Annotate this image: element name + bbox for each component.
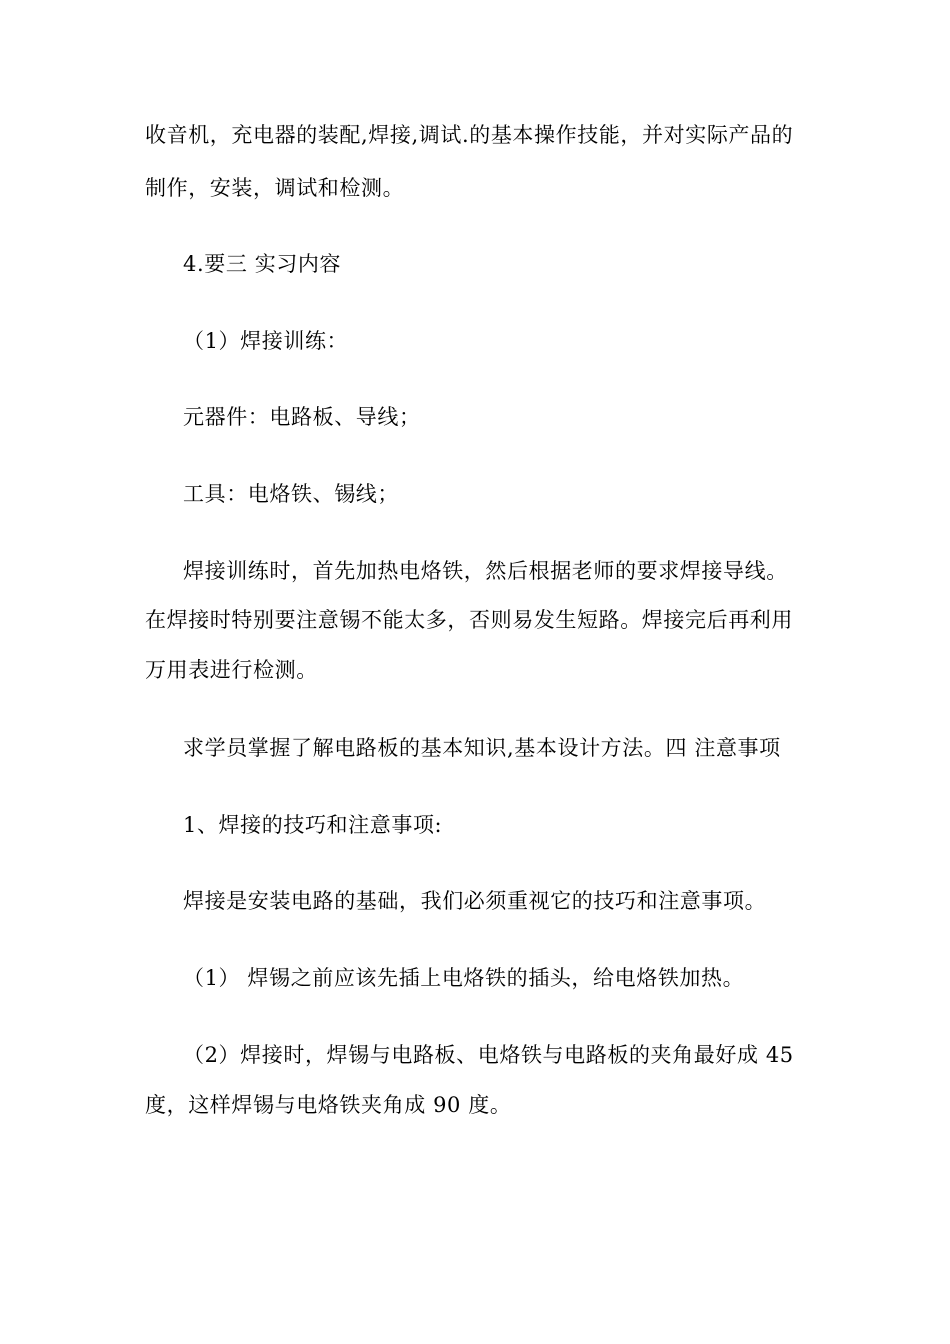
subsection-heading: （1）焊接训练： <box>183 329 349 353</box>
paragraph-line: 工具：电烙铁、锡线； <box>183 482 399 506</box>
paragraph-line: 万用表进行检测。 <box>145 658 318 682</box>
paragraph-line: 度，这样焊锡与电烙铁夹角成 90 度。 <box>145 1093 512 1117</box>
list-item: （1） 焊锡之前应该先插上电烙铁的插头，给电烙铁加热。 <box>183 966 745 990</box>
paragraph-line: 制作，安装，调试和检测。 <box>145 176 405 200</box>
subsection-heading: 1、焊接的技巧和注意事项: <box>183 813 443 837</box>
list-item: （2）焊接时，焊锡与电路板、电烙铁与电路板的夹角最好成 45 <box>183 1043 794 1067</box>
paragraph-line: 元器件：电路板、导线； <box>183 405 421 429</box>
paragraph-line: 焊接是安装电路的基础，我们必须重视它的技巧和注意事项。 <box>183 889 767 913</box>
section-heading: 4.要三 实习内容 <box>183 252 342 276</box>
paragraph-line: 在焊接时特别要注意锡不能太多，否则易发生短路。焊接完后再利用 <box>145 608 793 632</box>
paragraph-line: 收音机，充电器的装配,焊接,调试.的基本操作技能，并对实际产品的 <box>145 123 794 147</box>
paragraph-line: 焊接训练时，首先加热电烙铁，然后根据老师的要求焊接导线。 <box>183 559 788 583</box>
paragraph-line: 求学员掌握了解电路板的基本知识,基本设计方法。四 注意事项 <box>183 736 781 760</box>
